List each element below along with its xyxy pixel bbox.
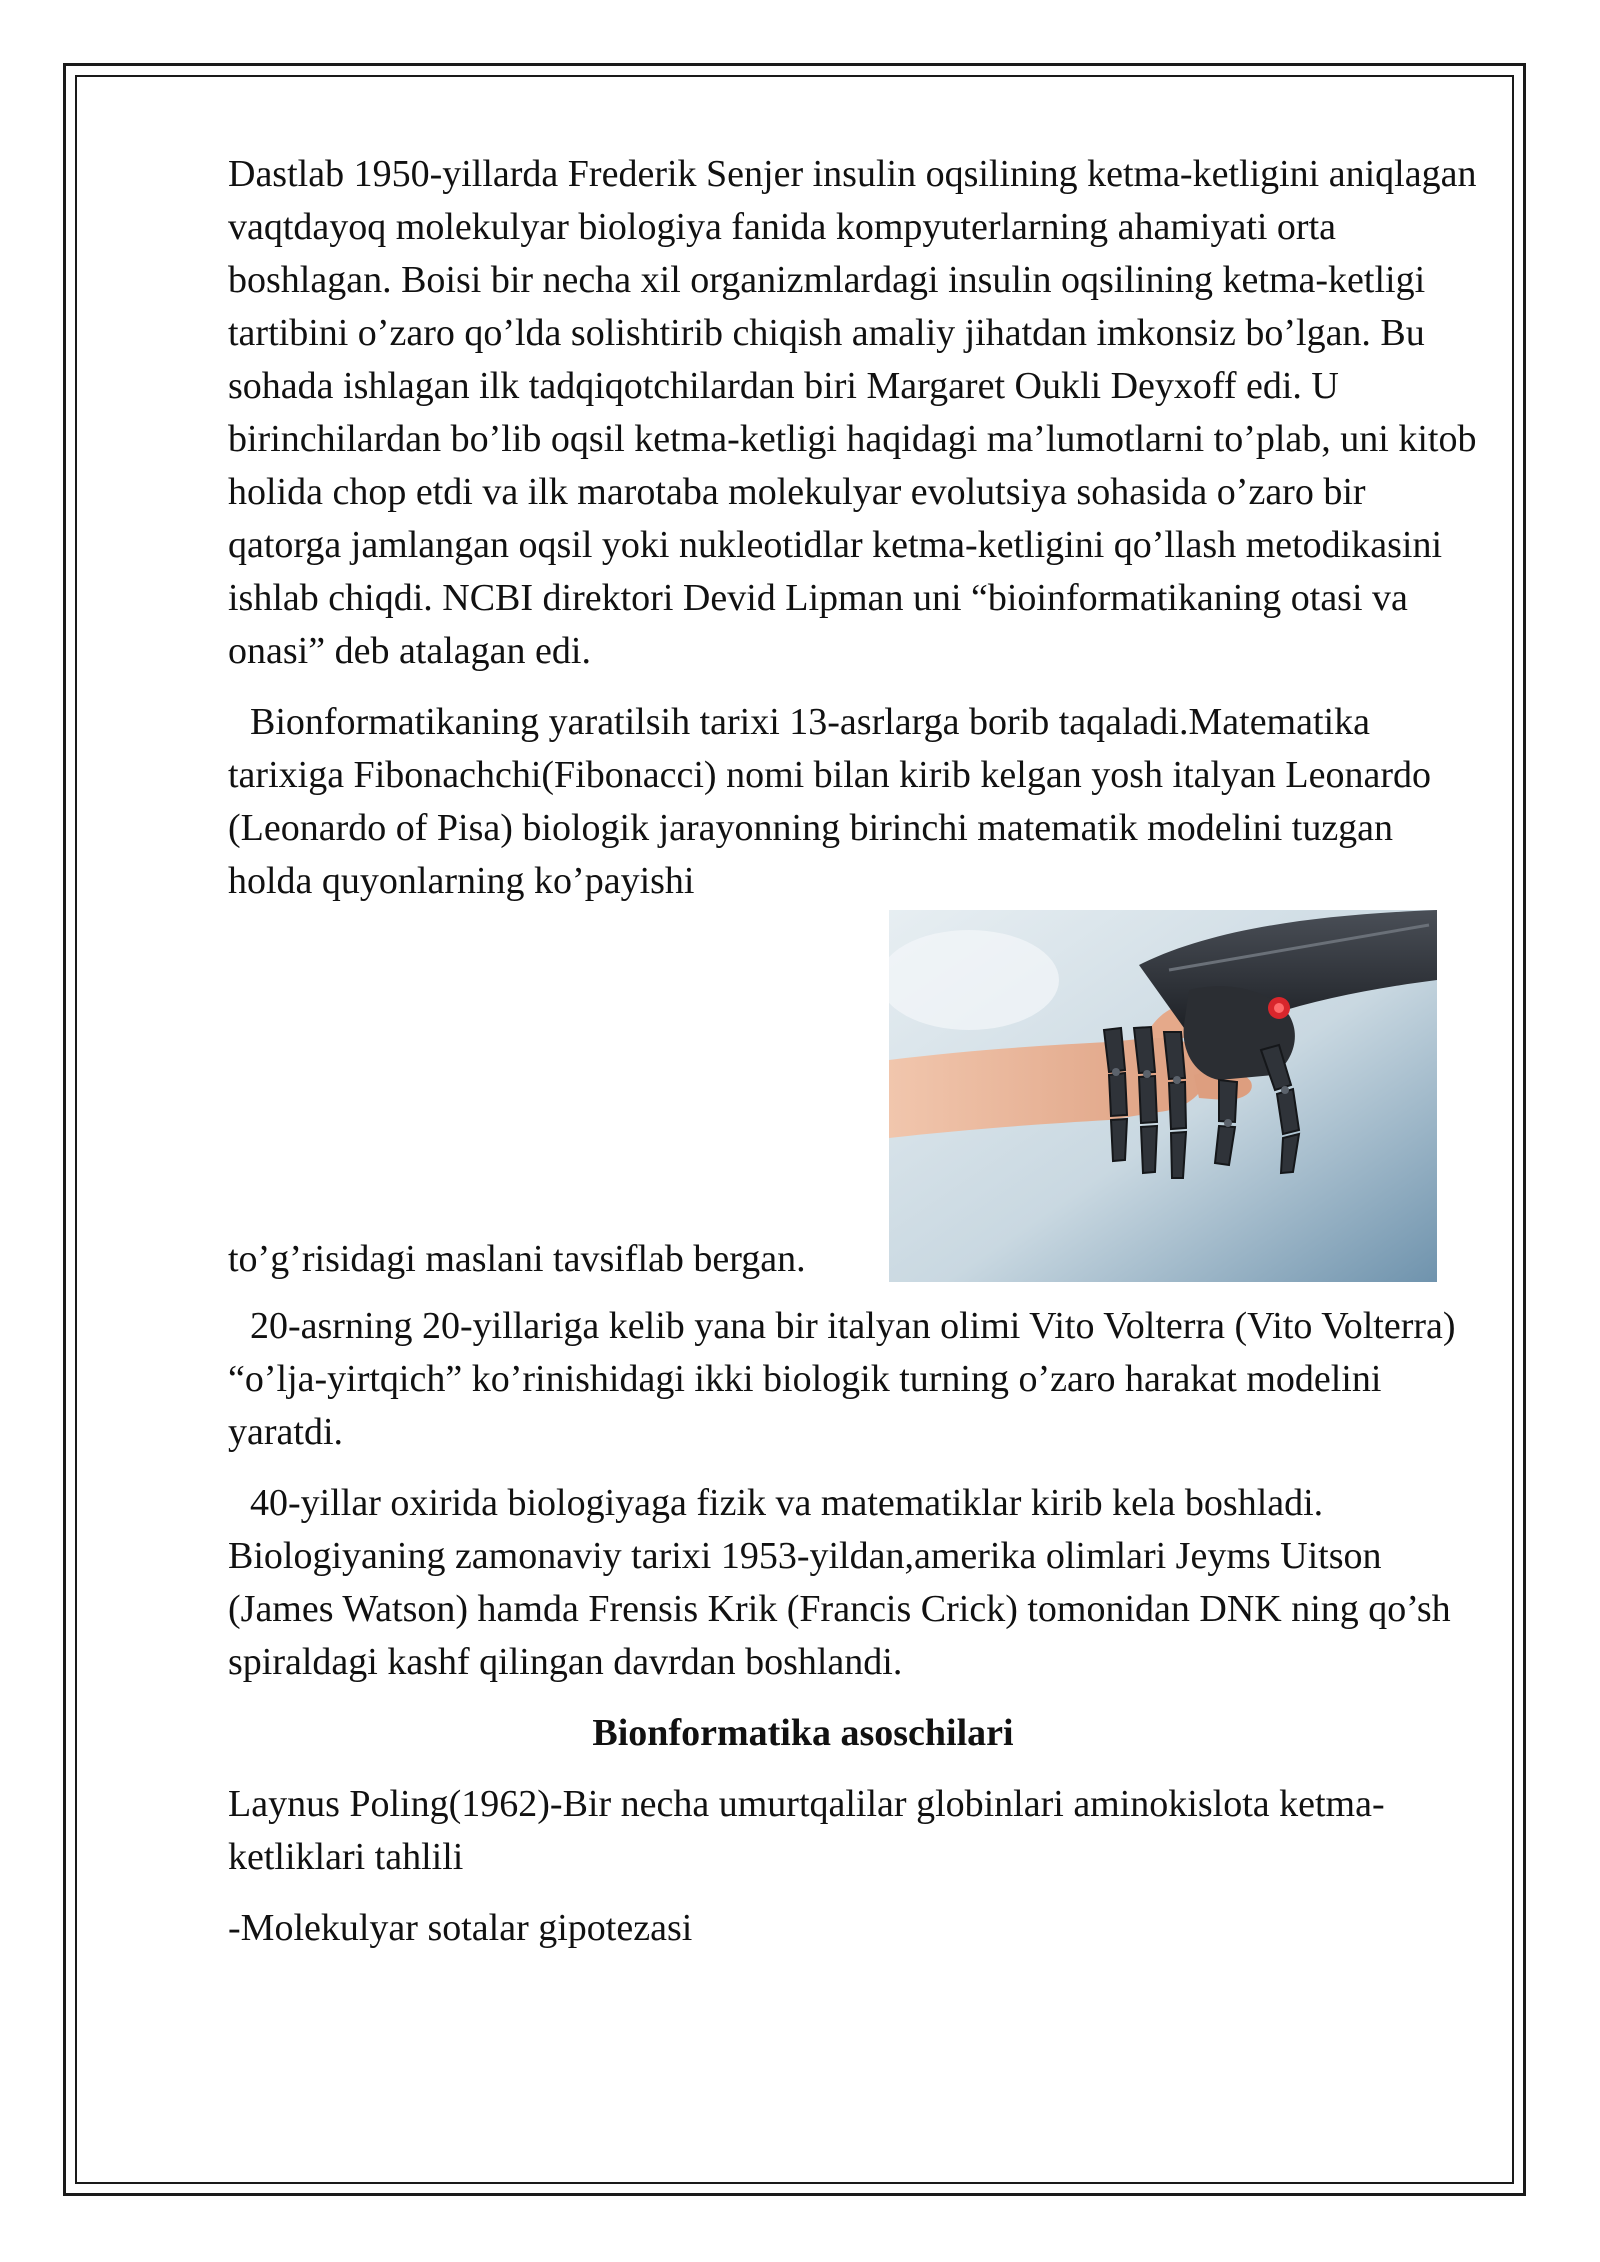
paragraph-volterra: 20-asrning 20-yillariga kelib yana bir italyan olimi Vito Volterra (Vito Volterra) “o’lja-yirtqich” ko’rinishidagi ikki biologik turning o’zaro harakat modelini yaratdi. bbox=[228, 1305, 1456, 1453]
paragraph-dna-history: 40-yillar oxirida biologiyaga fizik va matematiklar kirib kela boshladi. Biologiyaning zamonaviy tarixi 1953-yildan,amerika olimlari Jeyms Uitson (James Watson) hamda Frensis Krik (Francis Crick) tomonidan DNK ning qo’sh spiraldagi kashf qilingan davrdan boshlandi. bbox=[228, 1482, 1451, 1683]
list-item-molecular-clock: -Molekulyar sotalar gipotezasi bbox=[228, 1907, 693, 1949]
robotic-hand-photo bbox=[889, 910, 1437, 1282]
paragraph-history-intro: Dastlab 1950-yillarda Frederik Senjer insulin oqsilining ketma-ketligini aniqlagan vaqtdayoq molekulyar biologiya fanida kompyuterlarning ahamiyati orta boshlagan. Boisi bir necha xil organizmlardagi insulin oqsilining ketma-ketligi tartibini o’zaro qo’lda solishtirib chiqish amaliy jihatdan imkonsiz bo’lgan. Bu sohada ishlagan ilk tadqiqotchilardan biri Margaret Oukli Deyxoff edi. U birinchilardan bo’lib oqsil ketma-ketligi haqidagi ma’lumotlarni to’plab, uni kitob holida chop etdi va ilk marotaba molekulyar evolutsiya sohasida o’zaro bir qatorga jamlangan oqsil yoki nukleotidlar ketma-ketligini qo’llash metodikasini ishlab chiqdi. NCBI direktori Devid Lipman uni “bioinformatikaning otasi va onasi” deb atalagan edi. bbox=[228, 153, 1477, 672]
paragraph-fibonacci-tail: to’g’risidagi maslani tavsiflab bergan. bbox=[228, 1238, 806, 1280]
document-body bbox=[228, 148, 1478, 1973]
figure-row bbox=[228, 910, 1478, 1282]
paragraph-fibonacci bbox=[228, 696, 1478, 908]
list-item-poling: Laynus Poling(1962)-Bir necha umurtqalilar globinlari aminokislota ketma-ketliklari tahlili bbox=[228, 1783, 1385, 1878]
robotic-hand-icon bbox=[889, 910, 1437, 1282]
paragraph-fibonacci-text: Bionformatikaning yaratilsih tarixi 13-asrlarga borib taqaladi.Matematika tarixiga Fibonachchi(Fibonacci) nomi bilan kirib kelgan yosh italyan Leonardo (Leonardo of Pisa) biologik jarayonning birinchi matematik modelini tuzgan holda quyonlarning ko’payishi bbox=[228, 701, 1432, 902]
section-heading: Bionformatika asoschilari bbox=[592, 1712, 1014, 1754]
